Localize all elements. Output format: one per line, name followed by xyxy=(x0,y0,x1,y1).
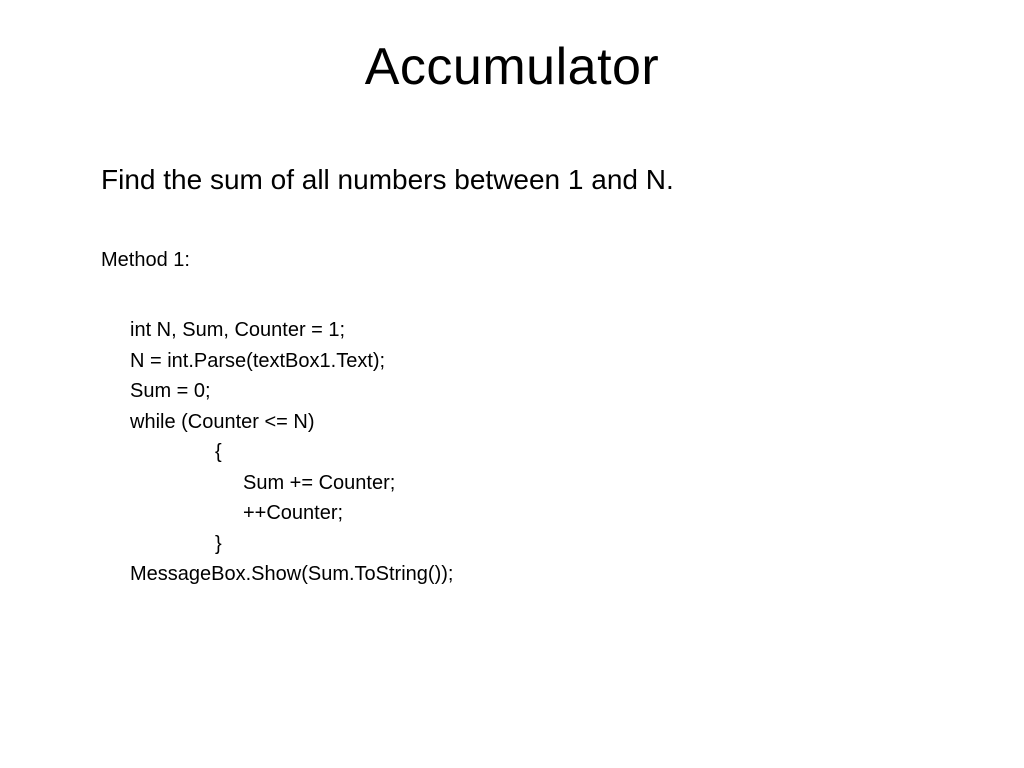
code-line: ++Counter; xyxy=(243,502,344,524)
code-line-close-brace: } xyxy=(215,532,222,555)
code-line: N = int.Parse(textBox1.Text); xyxy=(130,349,386,372)
code-line: while (Counter <= N) xyxy=(130,410,315,433)
method-label: Method 1: xyxy=(101,249,190,271)
code-line-open-brace: { xyxy=(215,441,222,463)
code-line: Sum += Counter; xyxy=(243,471,396,494)
code-line: Sum = 0; xyxy=(130,380,211,402)
code-line: MessageBox.Show(Sum.ToString()); xyxy=(130,563,454,585)
problem-statement: Find the sum of all numbers between 1 and N. xyxy=(101,164,674,195)
code-block xyxy=(130,315,453,590)
slide-title: Accumulator xyxy=(364,38,660,96)
code-line: int N, Sum, Counter = 1; xyxy=(130,319,346,341)
